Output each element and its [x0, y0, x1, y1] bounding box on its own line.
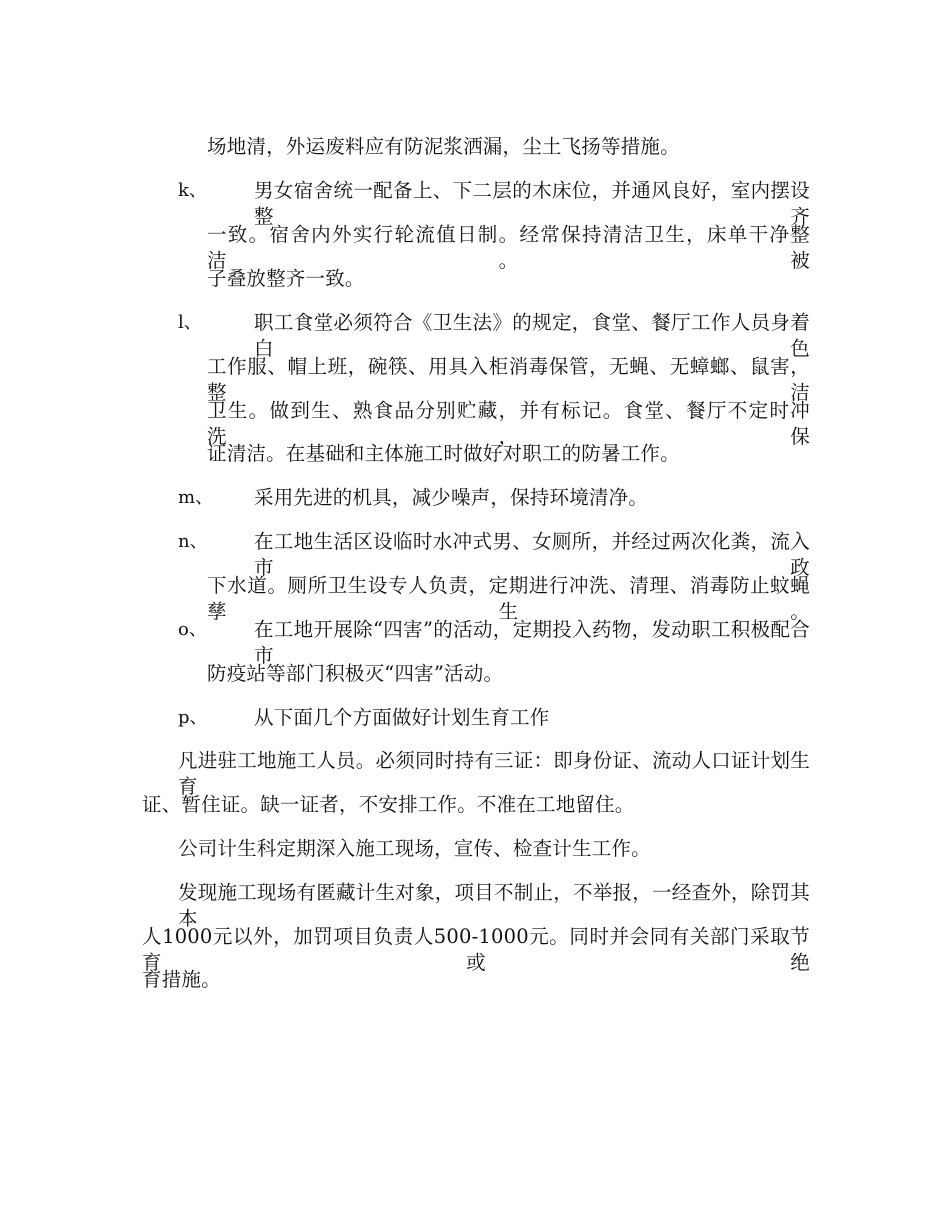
- item-l-line-4: 证清洁。在基础和主体施工时做好对职工的防暑工作。: [207, 442, 680, 465]
- item-p-line-1: 从下面几个方面做好计划生育工作: [254, 706, 550, 729]
- item-l-line-2: 工作服、帽上班，碗筷、用具入柜消毒保管，无蝇、无蟑螂、鼠害，整洁: [207, 355, 810, 404]
- item-o-line-2: 防疫站等部门积极灭“四害”活动。: [207, 662, 504, 685]
- item-k-line-3: 子叠放整齐一致。: [207, 267, 365, 290]
- paragraph-3-line-1: 发现施工现场有匿藏计生对象，项目不制止，不举报，一经查外，除罚其本: [178, 881, 810, 930]
- item-n-line-2: 下水道。厕所卫生设专人负责，定期进行冲洗、清理、消毒防止蚊蝇孳生。: [207, 574, 810, 623]
- item-marker-o: o、: [178, 619, 207, 640]
- item-n-line-1: 在工地生活区设临时水冲式男、女厕所，并经过两次化粪，流入市政: [254, 530, 810, 579]
- paragraph-3-line-3: 育措施。: [142, 968, 221, 991]
- continuation-line: 场地清，外运废料应有防泥浆洒漏，尘土飞扬等措施。: [207, 135, 680, 158]
- item-k-line-2: 一致。宿舍内外实行轮流值日制。经常保持清洁卫生，床单干净整洁。被: [207, 223, 810, 272]
- item-marker-k: k、: [178, 180, 207, 201]
- paragraph-1-line-2: 证、暂住证。缺一证者，不安排工作。不准在工地留住。: [142, 793, 635, 816]
- item-l-line-1: 职工食堂必须符合《卫生法》的规定，食堂、餐厅工作人员身着白色: [254, 311, 810, 360]
- paragraph-3-line-2: 人1000元以外，加罚项目负责人500-1000元。同时并会同有关部门采取节育或绝: [142, 925, 810, 974]
- item-marker-m: m、: [178, 487, 214, 508]
- item-l-line-3: 卫生。做到生、熟食品分别贮藏，并有标记。食堂、餐厅不定时冲洗，保: [207, 399, 810, 448]
- item-k-line-1: 男女宿舍统一配备上、下二层的木床位，并通风良好，室内摆设整齐: [254, 179, 810, 228]
- item-m-line-1: 采用先进的机具，减少噪声，保持环境清净。: [254, 486, 649, 509]
- item-marker-p: p、: [178, 707, 208, 728]
- item-marker-n: n、: [178, 531, 208, 552]
- item-marker-l: l、: [178, 312, 202, 333]
- paragraph-1-line-1: 凡进驻工地施工人员。必须同时持有三证：即身份证、流动人口证计划生育: [178, 749, 810, 798]
- item-o-line-1: 在工地开展除“四害”的活动，定期投入药物，发动职工积极配合市: [254, 618, 810, 667]
- paragraph-2-line-1: 公司计生科定期深入施工现场，宣传、检查计生工作。: [178, 837, 651, 860]
